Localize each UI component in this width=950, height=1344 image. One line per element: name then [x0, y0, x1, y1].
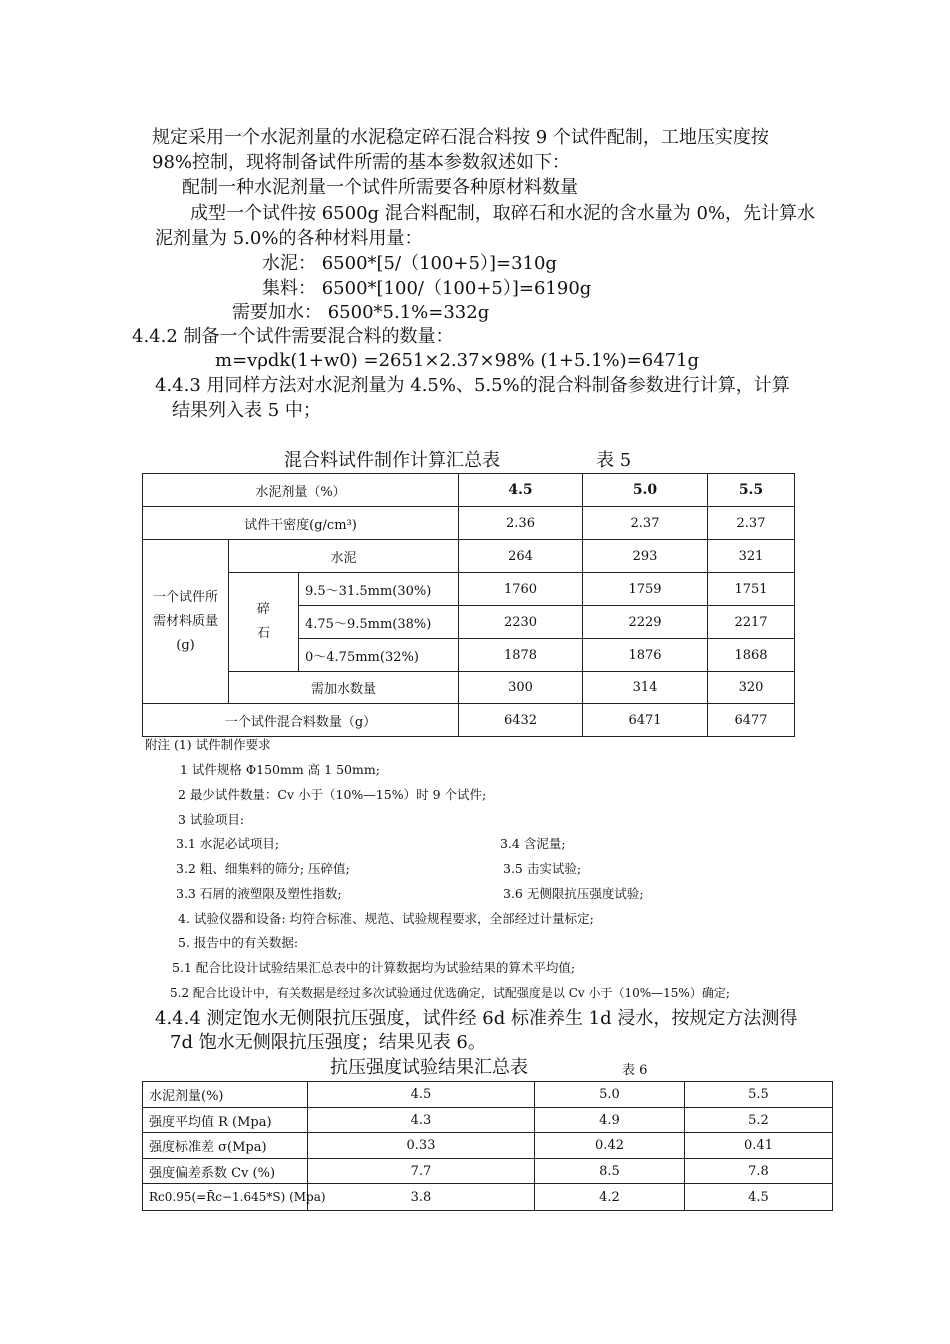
note-3-1: 3.1 水泥必试项目; [176, 836, 280, 851]
table5-cell: 2.37 [583, 507, 708, 540]
table5-cell: 2.36 [459, 507, 583, 540]
table5-cell: 320 [708, 672, 795, 704]
table6-cell: 4.2 [535, 1184, 685, 1211]
table6-cell: 7.8 [685, 1159, 833, 1184]
table5-label: 表 5 [596, 450, 632, 471]
table6-row-label: Rc0.95(=R̄c−1.645*S) (Mpa) [143, 1184, 308, 1211]
table5-cell: 300 [459, 672, 583, 704]
table6-cell: 8.5 [535, 1159, 685, 1184]
table5-cell: 6432 [459, 704, 583, 737]
note-3-6: 3.6 无侧限抗压强度试验; [503, 886, 644, 901]
table5-cell: 293 [583, 540, 708, 573]
mix-formula: m=vρdk(1+w0) =2651×2.37×98% (1+5.1%)=6471g [215, 350, 700, 371]
table5-density-label: 试件干密度(g/cm³) [143, 507, 459, 540]
table5-header-row [143, 474, 795, 507]
table5-cement-label: 水泥 [229, 540, 459, 573]
calc-aggregate: 集料： 6500*[100/（100+5）]=6190g [262, 278, 592, 299]
section-4-4-3-line-1: 4.4.3 用同样方法对水泥剂量为 4.5%、5.5%的混合料制备参数进行计算，计算 [155, 375, 790, 396]
table5-cell: 2.37 [708, 507, 795, 540]
table5-density-row [143, 507, 795, 540]
table5-cell: 1876 [583, 639, 708, 672]
table6-row-label: 强度偏差系数 Cv (%) [143, 1159, 308, 1184]
intro-line-4: 成型一个试件按 6500g 混合料配制，取碎石和水泥的含水量为 0%，先计算水 [190, 203, 816, 224]
note-5-2: 5.2 配合比设计中，有关数据是经过多次试验通过优选确定，试配强度是以 Cv 小于（10%—15%）确定; [170, 986, 730, 1000]
table6 [142, 1081, 833, 1211]
table6-cell: 4.9 [535, 1108, 685, 1133]
table5-cell: 314 [583, 672, 708, 704]
intro-line-3: 配制一种水泥剂量一个试件所需要各种原材料数量 [182, 177, 578, 198]
table5-stone-row-1 [143, 573, 795, 606]
table5-cell: 6477 [708, 704, 795, 737]
note-5: 5. 报告中的有关数据: [178, 935, 299, 950]
table6-cell: 0.33 [308, 1133, 535, 1159]
table6-row [143, 1159, 833, 1184]
note-2: 2 最少试件数量：Cv 小于（10%—15%）时 9 个试件; [178, 787, 487, 802]
section-4-4-4-line-2: 7d 饱水无侧限抗压强度；结果见表 6。 [170, 1032, 486, 1053]
table6-cell: 5.0 [535, 1082, 685, 1108]
table6-cell: 7.7 [308, 1159, 535, 1184]
table5-cell: 1759 [583, 573, 708, 606]
section-4-4-4-line-1: 4.4.4 测定饱水无侧限抗压强度，试件经 6d 标准养生 1d 浸水，按规定方法测得 [155, 1008, 798, 1029]
table6-label: 表 6 [622, 1063, 648, 1078]
table5-cell: 6471 [583, 704, 708, 737]
intro-line-1: 规定采用一个水泥剂量的水泥稳定碎石混合料按 9 个试件配制，工地压实度按 [152, 127, 769, 148]
table6-cell: 4.5 [685, 1184, 833, 1211]
table5-cell: 2229 [583, 606, 708, 639]
table5-water-row [143, 672, 795, 704]
table5-total-row [143, 704, 795, 737]
note-3-3: 3.3 石屑的液塑限及塑性指数; [176, 886, 342, 901]
table6-row [143, 1184, 833, 1211]
table6-row [143, 1108, 833, 1133]
table5-cell: 1751 [708, 573, 795, 606]
notes-title: 附注 (1) 试件制作要求 [145, 737, 271, 752]
table5 [142, 473, 795, 737]
table5-cell: 2217 [708, 606, 795, 639]
section-4-4-3-line-2: 结果列入表 5 中； [172, 400, 321, 421]
calc-water: 需要加水： 6500*5.1%=332g [232, 302, 490, 323]
table5-cell: 1868 [708, 639, 795, 672]
intro-line-2: 98%控制，现将制备试件所需的基本参数叙述如下： [152, 152, 571, 173]
table5-stone2-label: 4.75～9.5mm(38%) [299, 606, 459, 639]
calc-cement: 水泥： 6500*[5/（100+5）]=310g [262, 253, 557, 274]
table6-cell: 0.42 [535, 1133, 685, 1159]
table6-row-label: 强度平均值 R (Mpa) [143, 1108, 308, 1133]
note-5-1: 5.1 配合比设计试验结果汇总表中的计算数据均为试验结果的算术平均值; [172, 960, 576, 975]
table5-cell: 2230 [459, 606, 583, 639]
table5-cell: 4.5 [459, 474, 583, 507]
table6-cell: 4.5 [308, 1082, 535, 1108]
table5-stone3-label: 0～4.75mm(32%) [299, 639, 459, 672]
table6-row [143, 1133, 833, 1159]
table6-cell: 4.3 [308, 1108, 535, 1133]
table5-cell: 264 [459, 540, 583, 573]
table5-cell: 321 [708, 540, 795, 573]
note-3-5: 3.5 击实试验; [503, 861, 582, 876]
table6-cell: 5.5 [685, 1082, 833, 1108]
table5-water-label: 需加水数量 [229, 672, 459, 704]
table5-cell: 1878 [459, 639, 583, 672]
intro-line-5: 泥剂量为 5.0%的各种材料用量： [155, 228, 423, 249]
table5-title: 混合料试件制作计算汇总表 [284, 450, 500, 471]
table5-cell: 1760 [459, 573, 583, 606]
note-1: 1 试件规格 Φ150mm 高 1 50mm; [180, 762, 380, 777]
table5-stone-label: 碎石 [229, 573, 299, 672]
table5-header-label: 水泥剂量（%） [143, 474, 459, 507]
table5-cell: 5.0 [583, 474, 708, 507]
table5-stone1-label: 9.5～31.5mm(30%) [299, 573, 459, 606]
section-4-4-2: 4.4.2 制备一个试件需要混合料的数量： [132, 326, 454, 347]
table5-group-label: 一个试件所需材料质量(g) [143, 540, 229, 704]
table6-row [143, 1082, 833, 1108]
table6-row-label: 水泥剂量(%) [143, 1082, 308, 1108]
note-4: 4. 试验仪器和设备: 均符合标准、规范、试验规程要求，全部经过计量标定; [178, 911, 594, 926]
table6-row-label: 强度标准差 σ(Mpa) [143, 1133, 308, 1159]
table6-cell: 0.41 [685, 1133, 833, 1159]
table6-title: 抗压强度试验结果汇总表 [330, 1057, 528, 1078]
table6-cell: 5.2 [685, 1108, 833, 1133]
table6-cell: 3.8 [308, 1184, 535, 1211]
note-3: 3 试验项目: [178, 812, 245, 827]
table5-cement-row [143, 540, 795, 573]
table5-cell: 5.5 [708, 474, 795, 507]
table5-total-label: 一个试件混合料数量（g） [143, 704, 459, 737]
note-3-2: 3.2 粗、细集料的筛分; 压碎值; [176, 861, 350, 876]
note-3-4: 3.4 含泥量; [500, 836, 566, 851]
